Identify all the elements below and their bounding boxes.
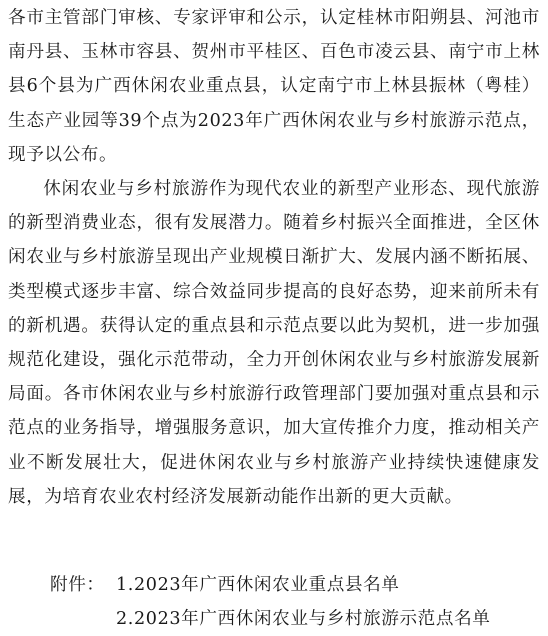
attachments-label: 附件： [50, 575, 105, 595]
attachment-row-1 [50, 568, 490, 602]
attachment-item-1: 1.2023年广西休闲农业重点县名单 [116, 575, 400, 595]
body-paragraph-1: 各市主管部门审核、专家评审和公示，认定桂林市阳朔县、河池市南丹县、玉林市容县、贺州市平桂区、百色市凌云县、南宁市上林县6个县为广西休闲农业重点县，认定南宁市上林县振林（粤桂）生态产业园等39个点为2023年广西休闲农业与乡村旅游示范点，现予以公布。 [8, 8, 540, 165]
attachment-row-2 [50, 602, 490, 636]
attachments-block [50, 568, 490, 636]
body-paragraph-2: 休闲农业与乡村旅游作为现代农业的新型产业形态、现代旅游的新型消费业态，很有发展潜力。随着乡村振兴全面推进，全区休闲农业与乡村旅游呈现出产业规模日渐扩大、发展内涵不断拓展、类型模式逐步丰富、综合效益同步提高的良好态势，迎来前所未有的新机遇。获得认定的重点县和示范点要以此为契机，进一步加强规范化建设，强化示范带动，全力开创休闲农业与乡村旅游发展新局面。各市休闲农业与乡村旅游行政管理部门要加强对重点县和示范点的业务指导，增强服务意识，加大宣传推介力度，推动相关产业不断发展壮大，促进休闲农业与乡村旅游产业持续快速健康发展，为培育农业农村经济发展新动能作出新的更大贡献。 [8, 179, 540, 507]
attachment-item-2: 2.2023年广西休闲农业与乡村旅游示范点名单 [116, 609, 491, 629]
